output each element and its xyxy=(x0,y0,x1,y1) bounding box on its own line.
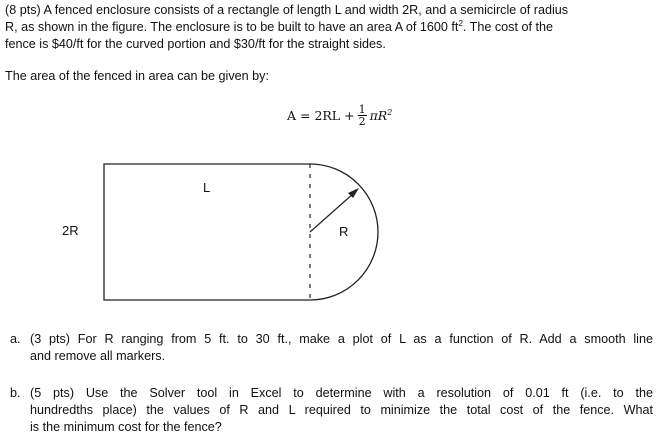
problem-line-1: (8 pts) A fenced enclosure consists of a rectangle of length L and width 2R, and a semicircle of radius xyxy=(5,3,569,17)
problem-line-2-text: R, as shown in the figure. The enclosure is to be built to have an area A of 1600 ft xyxy=(5,20,459,34)
question-a-line-1: (3 pts) For R ranging from 5 ft. to 30 ft., make a plot of L as a function of R. Add a smooth line xyxy=(30,332,653,346)
question-b-body xyxy=(30,385,653,436)
fraction-numerator: 1 xyxy=(358,103,366,116)
question-a-letter: a. xyxy=(10,332,21,346)
question-b-line-1: (5 pts) Use the Solver tool in Excel to determine with a resolution of 0.01 ft (i.e. to the xyxy=(30,386,653,400)
label-length-L: L xyxy=(203,180,211,195)
formula-lhs: A = 2RL + xyxy=(287,108,355,123)
question-b-line-2: hundredths place) the values of R and L required to minimize the total cost of the fence. What xyxy=(30,403,653,417)
formula-rhs-exponent: 2 xyxy=(387,107,393,117)
fraction-denominator: 2 xyxy=(358,115,366,128)
question-a-body xyxy=(30,331,653,365)
question-b xyxy=(10,385,653,436)
formula-pi-r: πR xyxy=(369,108,388,124)
squared-superscript: 2 xyxy=(458,18,463,28)
question-a-line-2: and remove all markers. xyxy=(30,349,166,363)
problem-line-3: fence is $40/ft for the curved portion and $30/ft for the straight sides. xyxy=(5,37,386,51)
question-b-line-3: is the minimum cost for the fence? xyxy=(30,420,222,434)
question-a xyxy=(10,331,653,365)
question-b-letter: b. xyxy=(10,386,21,400)
area-lead-text: The area of the fenced in area can be given by: xyxy=(5,69,269,83)
label-radius-R: R xyxy=(339,224,349,239)
problem-line-2-tail: . The cost of the xyxy=(462,20,553,34)
label-width-2R: 2R xyxy=(62,223,79,238)
